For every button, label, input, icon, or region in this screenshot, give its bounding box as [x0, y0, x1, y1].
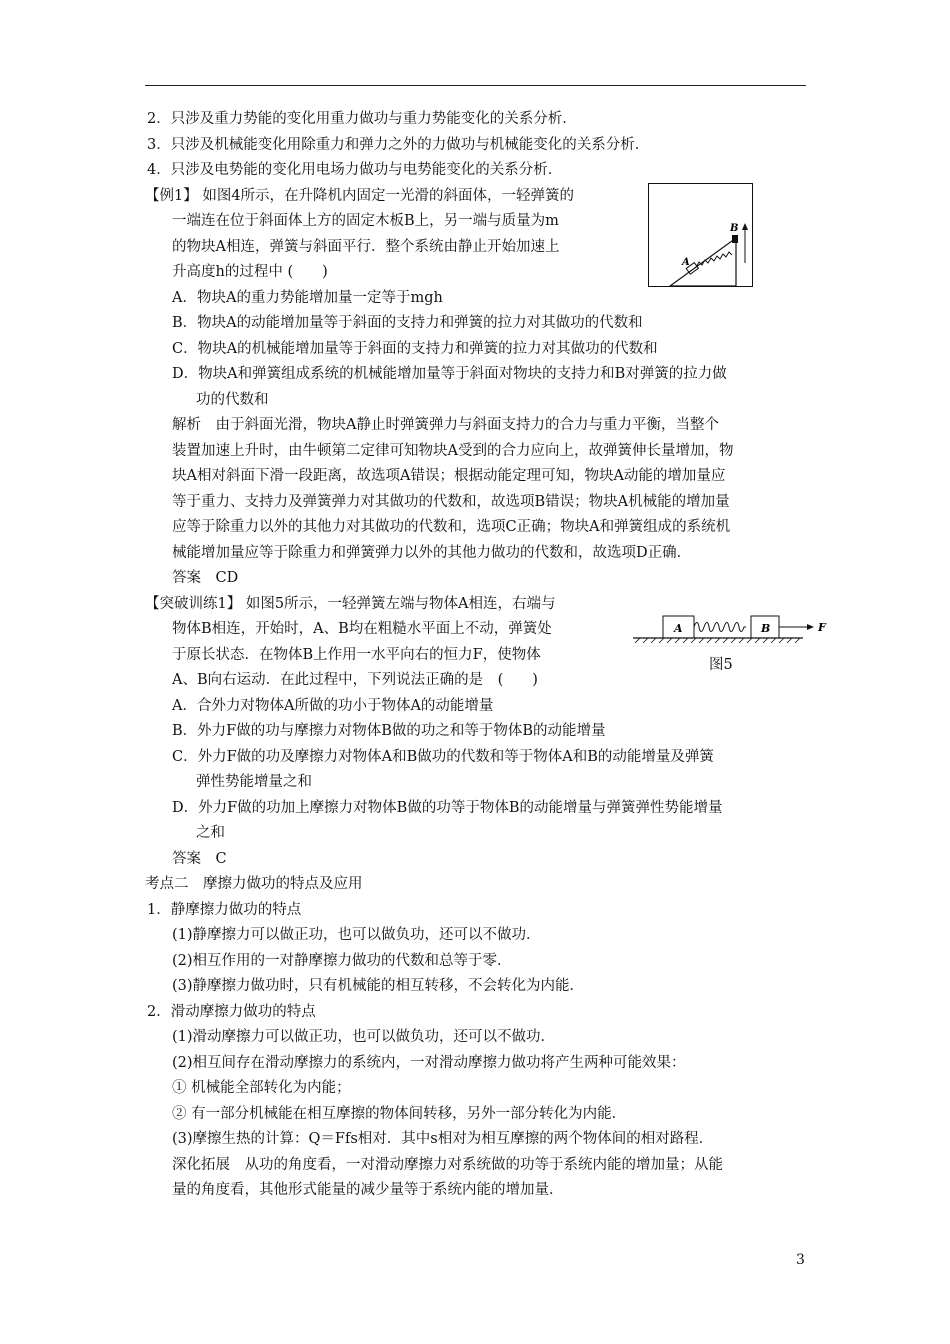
fig4-label-a: A [682, 257, 690, 268]
incline-body [670, 238, 736, 286]
text-line-l38: (2)相互间存在滑动摩擦力的系统内，一对滑动摩擦力做功将产生两种可能效果： [172, 1055, 686, 1071]
text-line-l37: (1)滑动摩擦力可以做正功，也可以做负功，还可以不做功． [172, 1029, 556, 1045]
text-line-l34: (2)相互作用的一对静摩擦力做功的代数和总等于零． [172, 953, 512, 969]
text-line-l36: 2．滑动摩擦力做功的特点 [147, 1004, 316, 1020]
text-line-l19: 答案 CD [172, 570, 239, 586]
text-line-l15: 块A相对斜面下滑一段距离，故选项A错误；根据动能定理可知，物块A动能的增加量应 [172, 468, 726, 484]
text-line-l20: 【突破训练1】 如图5所示，一轻弹簧左端与物体A相连，右端与 [145, 596, 556, 612]
text-line-l1: 2．只涉及重力势能的变化用重力做功与重力势能变化的关系分析． [147, 111, 577, 127]
text-line-l40: ② 有一部分机械能在相互摩擦的物体间转移，另外一部分转化为内能． [172, 1106, 627, 1122]
figure-5-spring-blocks [631, 612, 836, 644]
figure-4-elevator-incline [648, 183, 753, 287]
text-line-l7: 升高度h的过程中 ( ) [172, 264, 328, 280]
text-line-l9: B．物块A的动能增加量等于斜面的支持力和弹簧的拉力对其做功的代数和 [172, 315, 643, 331]
text-line-l29: 之和 [196, 825, 225, 841]
text-line-l35: (3)静摩擦力做功时，只有机械能的相互转移，不会转化为内能． [172, 978, 585, 994]
text-line-l41: (3)摩擦生热的计算：Q＝Ffs相对．其中s相对为相互摩擦的两个物体间的相对路程． [172, 1131, 714, 1147]
text-line-l33: (1)静摩擦力可以做正功，也可以做负功，还可以不做功． [172, 927, 541, 943]
text-line-l8: A．物块A的重力势能增加量一定等于mgh [172, 290, 443, 306]
text-line-l14: 装置加速上升时，由牛顿第二定律可知物块A受到的合力应向上，故弹簧伸长量增加，物 [172, 443, 734, 459]
text-line-l22: 于原长状态．在物体B上作用一水平向右的恒力F，使物体 [172, 647, 541, 663]
text-line-l43: 量的角度看，其他形式能量的减少量等于系统内能的增加量． [172, 1182, 564, 1198]
text-line-l26: C．外力F做的功及摩擦力对物体A和B做功的代数和等于物体A和B的动能增量及弹簧 [172, 749, 714, 765]
text-line-l31: 考点二 摩擦力做功的特点及应用 [145, 876, 363, 892]
text-line-l42: 深化拓展 从功的角度看，一对滑动摩擦力对系统做的功等于系统内能的增加量；从能 [172, 1157, 723, 1173]
text-line-l11: D．物块A和弹簧组成系统的机械能增加量等于斜面对物块的支持力和B对弹簧的拉力做 [172, 366, 727, 382]
text-line-l10: C．物块A的机械能增加量等于斜面的支持力和弹簧的拉力对其做功的代数和 [172, 341, 658, 357]
text-line-l21: 物体B相连，开始时，A、B均在粗糙水平面上不动，弹簧处 [172, 621, 552, 637]
spring [694, 623, 746, 632]
fig5-label-b: B [761, 622, 771, 635]
board-b [732, 235, 738, 243]
arrow-head-icon [742, 223, 748, 230]
text-line-l24: A．合外力对物体A所做的功小于物体A的动能增量 [172, 698, 494, 714]
header-rule [145, 85, 806, 86]
text-line-l2: 3．只涉及机械能变化用除重力和弹力之外的力做功与机械能变化的关系分析． [147, 137, 650, 153]
fig4-label-b: B [730, 223, 739, 234]
text-line-l30: 答案 C [172, 851, 227, 867]
text-line-l39: ① 机械能全部转化为内能； [172, 1080, 351, 1096]
text-line-l27: 弹性势能增量之和 [196, 774, 312, 790]
fig5-label-a: A [674, 622, 683, 635]
text-line-l17: 应等于除重力以外的其他力对其做功的代数和，选项C正确；物块A和弹簧组成的系统机 [172, 519, 731, 535]
text-line-l18: 械能增加量应等于除重力和弹簧弹力以外的其他力做功的代数和，故选项D正确． [172, 545, 692, 561]
text-line-l13: 解析 由于斜面光滑，物块A静止时弹簧弹力与斜面支持力的合力与重力平衡，当整个 [172, 417, 719, 433]
page-number: 3 [796, 1252, 805, 1268]
text-line-l3: 4．只涉及电势能的变化用电场力做功与电势能变化的关系分析． [147, 162, 563, 178]
text-line-l28: D．外力F做的功加上摩擦力对物体B做的功等于物体B的动能增量与弹簧弹性势能增量 [172, 800, 723, 816]
text-line-l32: 1．静摩擦力做功的特点 [147, 902, 302, 918]
fig5-label-f: F [818, 621, 826, 634]
text-line-l16: 等于重力、支持力及弹簧弹力对其做功的代数和，故选项B错误；物块A机械能的增加量 [172, 494, 730, 510]
text-line-l25: B．外力F做的功与摩擦力对物体B做的功之和等于物体B的动能增量 [172, 723, 606, 739]
force-arrow-head-icon [807, 624, 814, 630]
text-line-l4: 【例1】 如图4所示，在升降机内固定一光滑的斜面体，一轻弹簧的 [145, 188, 575, 204]
figure-5-caption: 图5 [709, 657, 733, 673]
text-line-l6: 的物块A相连，弹簧与斜面平行．整个系统由静止开始加速上 [172, 239, 560, 255]
text-line-l5: 一端连在位于斜面体上方的固定木板B上，另一端与质量为m [172, 213, 559, 229]
text-line-l12: 功的代数和 [196, 392, 269, 408]
ground-hatch [635, 638, 800, 643]
text-line-l23: A、B向右运动．在此过程中，下列说法正确的是 ( ) [172, 672, 538, 688]
